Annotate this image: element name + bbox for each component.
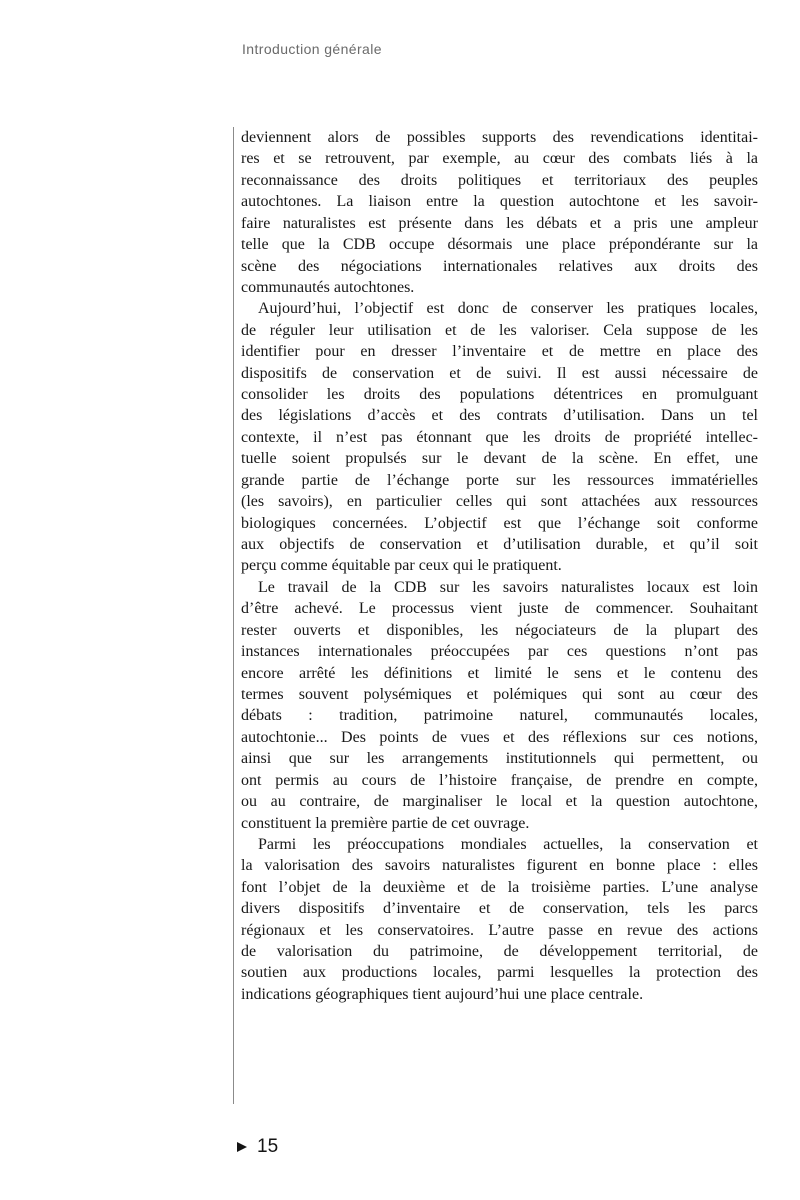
text-line: autochtones. La liaison entre la question autochtone et les savoir- [241,193,758,211]
text-line: scène des négociations internationales relatives aux droits des [241,257,758,275]
text-line: instances internationales préoccupées par ces questions n’ont pas [241,643,758,661]
text-line: ou au contraire, de marginaliser le local et la question autochtone, [241,793,758,811]
text-line: soutien aux productions locales, parmi lesquelles la protection des [241,964,758,982]
text-line: telle que la CDB occupe désormais une place prépondérante sur la [241,236,758,254]
paragraph [241,127,758,298]
text-column [233,127,758,1104]
text-line: (les savoirs), en particulier celles qui sont attachées aux ressources [241,493,758,511]
text-line: consolider les droits des populations détentrices en promulguant [241,386,758,404]
right-triangle-icon [237,1142,247,1152]
text-line: ainsi que sur les arrangements institutionnels qui permettent, ou [241,750,758,768]
text-line: autochtonie... Des points de vues et des réflexions sur ces notions, [241,728,758,746]
text-line: constituent la première partie de cet ouvrage. [241,814,530,832]
text-line: Le travail de la CDB sur les savoirs naturalistes locaux est loin [258,578,758,596]
text-line: faire naturalistes est présente dans les débats et a pris une ampleur [241,214,758,232]
page-footer [237,1136,278,1158]
text-line: reconnaissance des droits politiques et territoriaux des peuples [241,171,758,189]
text-line: res et se retrouvent, par exemple, au cœur des combats liés à la [241,150,758,168]
text-line: termes souvent polysémiques et polémiques qui sont au cœur des [241,685,758,703]
text-line: indications géographiques tient aujourd’hui une place centrale. [241,985,644,1003]
running-header: Introduction générale [242,41,382,57]
text-line: font l’objet de la deuxième et de la troisième parties. L’une analyse [241,878,758,896]
text-line: ont permis au cours de l’histoire française, de prendre en compte, [241,771,758,789]
text-line: perçu comme équitable par ceux qui le pratiquent. [241,557,562,575]
text-line: grande partie de l’échange porte sur les ressources immatérielles [241,471,758,489]
text-line: aux objectifs de conservation et d’utilisation durable, et qu’il soit [241,536,758,554]
text-line: d’être achevé. Le processus vient juste de commencer. Souhaitant [241,600,758,618]
text-line: Parmi les préoccupations mondiales actuelles, la conservation et [258,835,758,853]
text-line: deviennent alors de possibles supports des revendications identitai- [241,129,758,146]
text-line: communautés autochtones. [241,278,415,296]
text-line: de réguler leur utilisation et de les valoriser. Cela suppose de les [241,321,758,339]
text-line: encore arrêté les définitions et limité le sens et le contenu des [241,664,758,682]
text-line: des législations d’accès et des contrats d’utilisation. Dans un tel [241,407,758,425]
page-number: 15 [257,1136,279,1157]
text-line: la valorisation des savoirs naturalistes figurent en bonne place : elles [241,857,758,875]
text-line: identifier pour en dresser l’inventaire et de mettre en place des [241,343,758,361]
text-line: débats : tradition, patrimoine naturel, communautés locales, [241,707,758,725]
paragraph [241,834,758,1005]
paragraph [241,577,758,834]
text-line: dispositifs de conservation et de suivi. Il est aussi nécessaire de [241,364,758,382]
text-line: contexte, il n’est pas étonnant que les droits de propriété intellec- [241,428,758,446]
text-line: de valorisation du patrimoine, de développement territorial, de [241,943,758,961]
text-line: tuelle soient propulsés sur le devant de la scène. En effet, une [241,450,758,468]
paragraph [241,298,758,576]
text-line: rester ouverts et disponibles, les négociateurs de la plupart des [241,621,758,639]
text-line: biologiques concernées. L’objectif est que l’échange soit conforme [241,514,758,532]
text-line: divers dispositifs d’inventaire et de conservation, tels les parcs [241,900,758,918]
text-line: régionaux et les conservatoires. L’autre passe en revue des actions [241,921,758,939]
text-line: Aujourd’hui, l’objectif est donc de conserver les pratiques locales, [258,300,758,318]
